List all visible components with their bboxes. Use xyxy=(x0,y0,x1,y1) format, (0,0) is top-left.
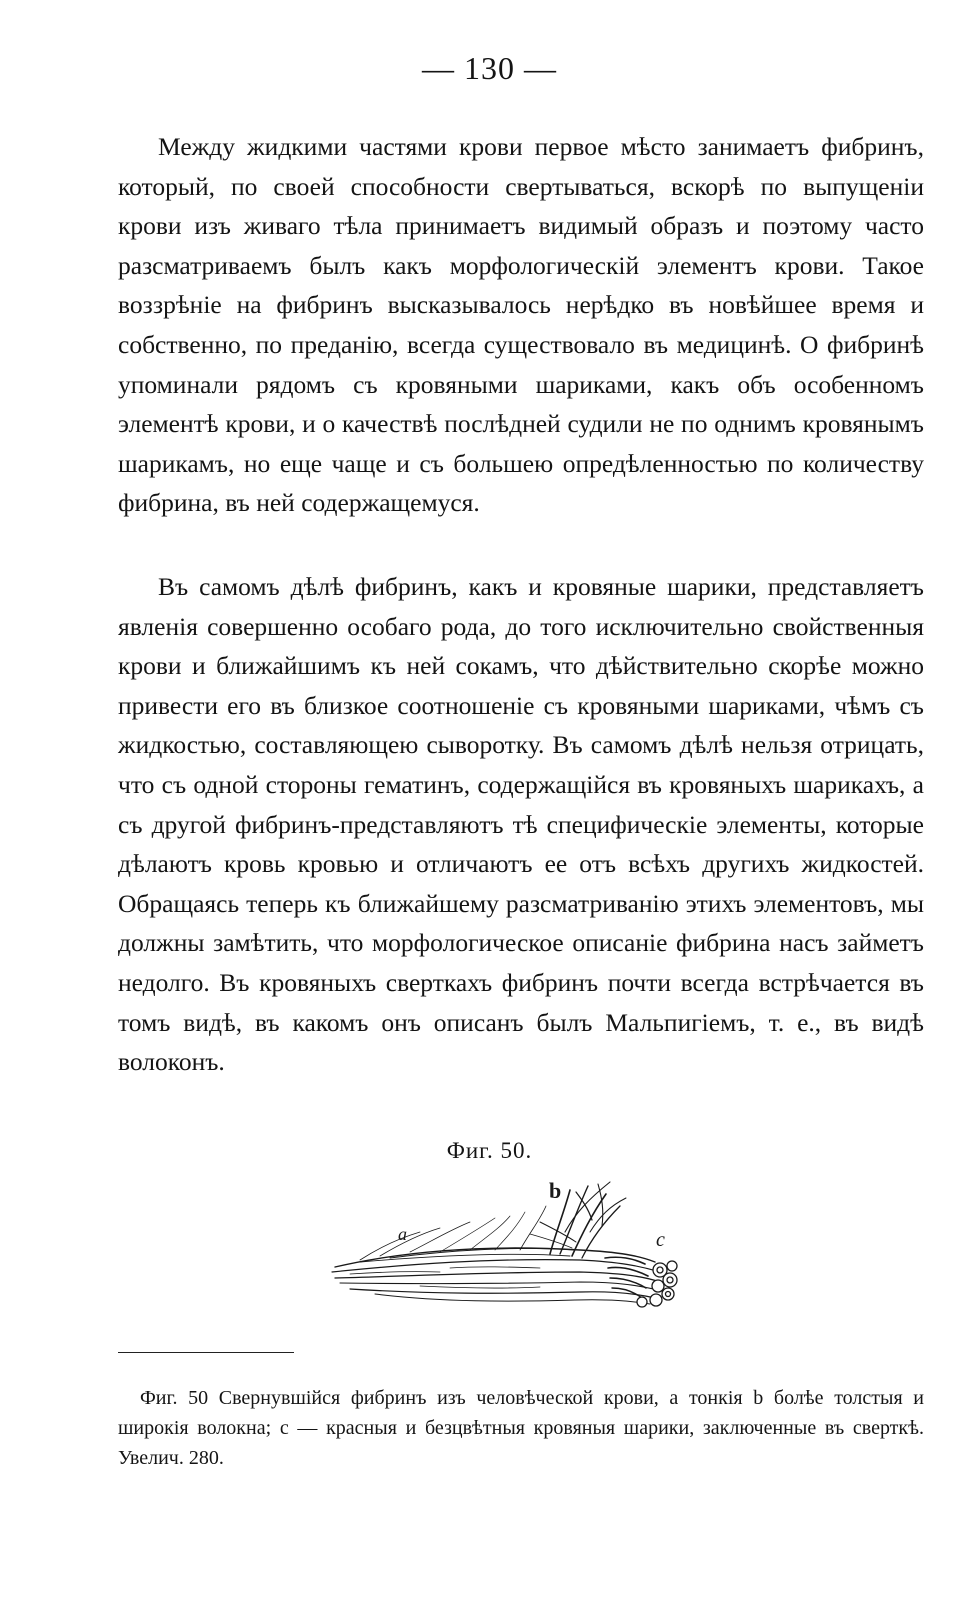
paragraph-2: Въ самомъ дѣлѣ фибринъ, какъ и кровяные шарики, представляетъ явленія совершенно особаго рода, до того исключительно свойственныя крови и ближайшимъ къ ней сокамъ, что дѣйствительно скорѣе можно привести его въ близкое соотношеніе съ кровяными шариками, чѣмъ съ жидкостью, составляющею сыворотку. Въ самомъ дѣлѣ нельзя отрицать, что съ одной стороны гематинъ, содержащійся въ кровяныхъ шарикахъ, а съ другой фибринъ-представляютъ тѣ специфическіе элементы, которые дѣлаютъ кровь кровью и отличаютъ ее отъ всѣхъ другихъ жидкостей. Обращаясь теперь къ ближайшему разсматриванію этихъ элементовъ, мы должны замѣтить, что морфологическое описаніе фибрина насъ займетъ недолго. Въ кровяныхъ сверткахъ фибринъ почти всегда встрѣчается въ томъ видѣ, въ какомъ онъ описанъ былъ Мальпигіемъ, т. е., въ видѣ волоконъ. xyxy=(118,572,924,1077)
figure-caption: Фиг. 50. xyxy=(446,1138,533,1163)
figure-label-a: a xyxy=(398,1224,407,1244)
footnote: Фиг. 50 Свернувшійся фибринъ изъ человѣческой крови, а тонкія b болѣе толстыя и широкія волокна; с — красныя и безцвѣтныя кровяныя шарики, заключенные въ сверткѣ. Увелич. 280. xyxy=(118,1387,924,1469)
paragraph-1: Между жидкими частями крови первое мѣсто занимаетъ фибринъ, который, по своей способности свертываться, вскорѣ по выпущеніи крови изъ живаго тѣла принимаетъ видимый образъ и поэтому часто разсматриваемъ былъ какъ морфологическій элементъ крови. Такое воззрѣніе на фибринъ высказывалось нерѣдко въ новѣйшее время и собственно, по преданію, всегда существовало въ медицинѣ. О фибринѣ упоминали рядомъ съ кровяными шариками, какъ объ особенномъ элементѣ крови, и о качествѣ послѣдней судили не по однимъ кровянымъ шарикамъ, но еще чаще и съ большею опредѣленностью по количеству фибрина, въ ней содержащемуся. xyxy=(118,132,924,518)
fibrin-figure-illustration xyxy=(320,1172,720,1332)
fibrin-fiber-bundle xyxy=(332,1182,660,1304)
figure-label-c: c xyxy=(656,1229,665,1251)
footnote-divider xyxy=(118,1352,294,1353)
figure-label-b: b xyxy=(549,1178,562,1203)
page-number: — 130 — xyxy=(422,50,557,86)
